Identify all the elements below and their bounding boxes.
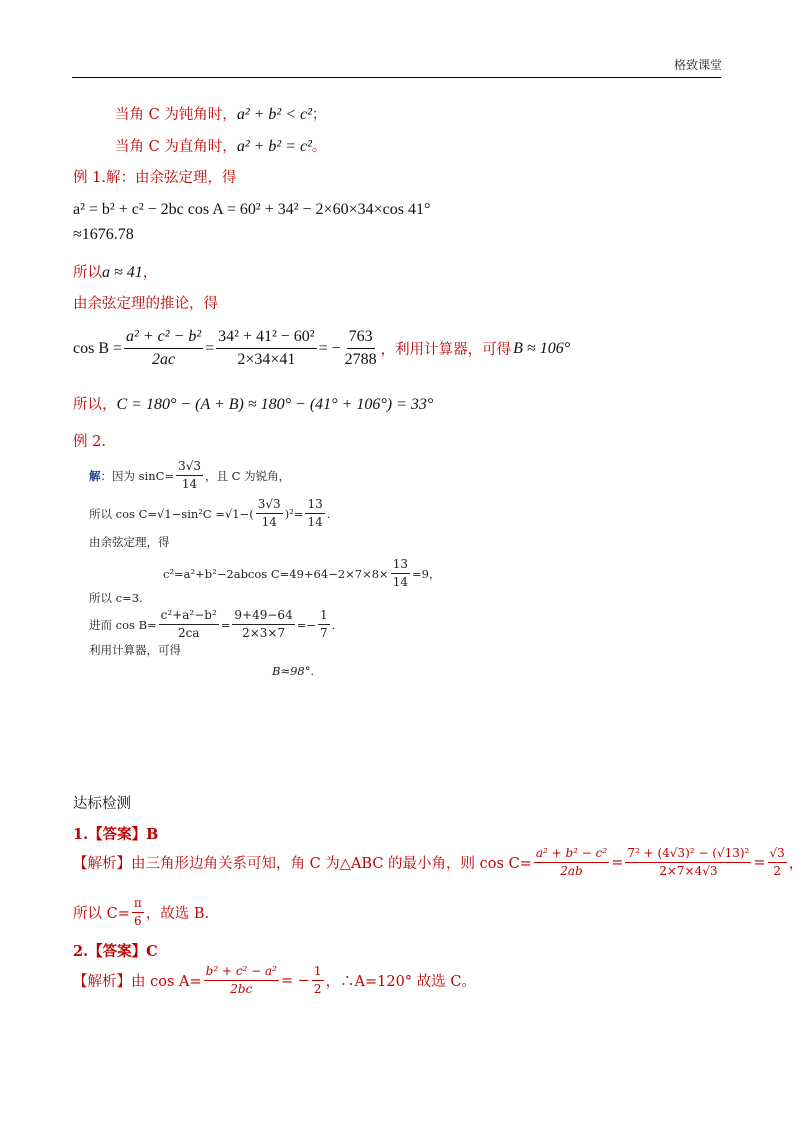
ex2-l4-frac-den: 14 <box>392 575 408 589</box>
intro-obtuse-line <box>115 103 326 124</box>
ex2-l6-eq2: =− <box>296 617 316 632</box>
ex2-l2-end: . <box>326 506 331 521</box>
ex1-title: 例 1.解：由余弦定理，得 <box>73 170 237 186</box>
ex2-line-5: 所以 c=3. <box>89 591 143 605</box>
check-a1-so-frac <box>132 896 144 929</box>
check-a2-eq: = − <box>281 972 310 989</box>
ex1-so-prefix: 所以 <box>73 265 102 281</box>
header-brand: 格致课堂 <box>674 58 723 72</box>
ex1-eq1: a² = b² + c² − 2bc cos A = 60² + 34² − 2×60×34×cos 41° <box>73 201 431 218</box>
ex2-l6-frac-2 <box>232 608 294 641</box>
ex2-l2-frac2-num: 13 <box>305 497 324 514</box>
ex1-so-suffix: ， <box>142 265 158 281</box>
check-a2-frac-2-num: 1 <box>312 964 324 981</box>
ex2-l2-frac2-den: 14 <box>307 515 323 529</box>
check-a1-so-b: ，故选 B. <box>145 906 210 922</box>
check-a1-frac-1 <box>534 846 609 879</box>
check-a1-explanation <box>73 846 803 879</box>
ex2-l2-frac-num: 3√3 <box>256 497 283 514</box>
ex2-l6-a: 进而 cos B= <box>89 617 157 632</box>
ex1-frac-3 <box>343 327 379 370</box>
check-a1-frac-3-num: √3 <box>768 846 787 863</box>
ex2-line-3: 由余弦定理，得 <box>89 535 170 549</box>
ex2-l4-b: =9， <box>411 566 441 581</box>
ex1-frac-3-num: 763 <box>347 327 375 349</box>
ex1-final-math: C = 180° − (A + B) ≈ 180° − (41° + 106°) = 33° <box>116 396 434 413</box>
check-title: 达标检测 <box>73 796 131 812</box>
check-a1-frac-2-den: 2×7×4√3 <box>659 864 718 878</box>
ex2-line-2 <box>89 497 330 530</box>
ex2-l1-frac-num: 3√3 <box>176 459 203 476</box>
ex2-l1-b: ，且 C 为锐角， <box>205 468 291 483</box>
check-a1-frac-2 <box>625 846 751 879</box>
ex2-line-4 <box>163 557 440 590</box>
ex1-corollary: 由余弦定理的推论，得 <box>73 296 218 312</box>
ex1-frac-1-num: a² + c² − b² <box>124 327 203 349</box>
ex1-frac-3-den: 2788 <box>344 351 377 368</box>
ex1-calc-math: B ≈ 106° <box>513 339 571 357</box>
check-a1-exp-a: 【解析】由三角形边角关系可知，角 C 为△ABC 的最小角，则 cos C= <box>73 856 532 872</box>
ex2-l1-a: ：因为 sinC= <box>100 468 175 483</box>
ex2-l6-frac-3 <box>318 608 330 641</box>
ex1-eq-sign-2: = − <box>318 339 341 357</box>
intro-right-prefix: 当角 C 为直角时， <box>115 139 237 155</box>
check-a1-so-frac-den: 6 <box>133 914 142 928</box>
ex2-l4-frac <box>391 557 410 590</box>
ex2-l6-frac-1 <box>159 608 219 641</box>
ex1-cosB-lhs: cos B = <box>73 339 123 357</box>
check-a1-frac-1-den: 2ab <box>560 864 583 878</box>
check-a1-so-line <box>73 896 209 929</box>
header-rule <box>72 77 721 78</box>
intro-right-suffix: 。 <box>311 139 327 155</box>
ex2-l6-frac-1-den: 2ca <box>177 626 200 640</box>
ex1-so-line <box>73 261 157 282</box>
ex1-eq-sign-1: = <box>205 339 215 357</box>
ex2-l6-frac-3-num: 1 <box>318 608 330 625</box>
check-a2-frac-1 <box>204 964 279 997</box>
check-a1-so-a: 所以 C= <box>73 906 130 922</box>
ex2-l6-frac-1-num: c²+a²−b² <box>159 608 219 625</box>
check-a1-end: ， <box>788 856 803 872</box>
ex1-frac-1 <box>124 327 203 370</box>
ex1-final-line <box>73 393 433 414</box>
check-a1-eq2: = <box>753 854 766 871</box>
check-a1-label: 1.【答案】B <box>73 826 159 843</box>
ex2-l2-frac-den: 14 <box>261 515 277 529</box>
intro-right-math: a² + b² = c² <box>236 138 312 155</box>
ex2-l2-frac2 <box>305 497 324 530</box>
ex2-l2-a: 所以 cos C=√1−sin²C = <box>89 506 225 521</box>
ex2-l6-eq: = <box>220 617 231 632</box>
check-a1-so-frac-num: π <box>132 896 144 913</box>
check-a1-frac-1-num: a² + b² − c² <box>534 846 609 863</box>
ex1-cosB-line <box>73 327 570 370</box>
ex2-jie: 解 <box>89 468 101 483</box>
ex1-frac-2-num: 34² + 41² − 60² <box>216 327 316 349</box>
check-a2-frac-1-num: b² + c² − a² <box>204 964 279 981</box>
ex1-so-math: a ≈ 41 <box>102 264 143 281</box>
check-a2-label: 2.【答案】C <box>73 943 158 960</box>
ex2-line-8: B≈98°. <box>272 664 315 678</box>
ex1-eq2: ≈1676.78 <box>73 226 134 243</box>
ex2-l2-frac <box>256 497 283 530</box>
intro-obtuse-prefix: 当角 C 为钝角时， <box>115 107 237 123</box>
ex1-frac-2-den: 2×34×41 <box>237 351 296 368</box>
intro-obtuse-math: a² + b² < c² <box>236 106 312 123</box>
check-a2-explanation <box>73 964 476 997</box>
check-a1-frac-3 <box>768 846 787 879</box>
check-a2-exp-a: 【解析】由 cos A= <box>73 974 202 990</box>
ex1-frac-2 <box>216 327 316 370</box>
ex2-l2-b: √1−( <box>224 506 254 521</box>
ex2-line-6 <box>89 608 335 641</box>
ex1-final-prefix: 所以， <box>73 397 117 413</box>
ex1-calc-text: ，利用计算器，可得 <box>380 342 512 358</box>
check-a2-frac-1-den: 2bc <box>230 982 253 996</box>
check-a1-eq: = <box>611 854 624 871</box>
ex2-l6-end: . <box>331 617 336 632</box>
intro-right-line <box>115 135 326 156</box>
ex2-l6-frac-2-den: 2×3×7 <box>242 626 286 640</box>
ex2-line-1 <box>89 459 290 492</box>
ex2-l6-frac-2-num: 9+49−64 <box>232 608 294 625</box>
ex2-l4-frac-num: 13 <box>391 557 410 574</box>
ex2-l2-c: )² <box>284 506 294 521</box>
ex2-l1-frac <box>176 459 203 492</box>
ex2-title: 例 2. <box>73 434 106 450</box>
ex2-l6-frac-3-den: 7 <box>320 626 328 640</box>
ex1-frac-1-den: 2ac <box>152 351 176 368</box>
check-a2-frac-2 <box>312 964 324 997</box>
ex2-l4-a: c²=a²+b²−2abcos C=49+64−2×7×8× <box>163 566 389 581</box>
check-a1-frac-3-den: 2 <box>773 864 781 878</box>
check-a2-frac-2-den: 2 <box>313 982 322 996</box>
ex2-l2-eq: = <box>293 506 304 521</box>
ex2-l1-frac-den: 14 <box>181 477 198 491</box>
check-a1-frac-2-num: 7² + (4√3)² − (√13)² <box>625 846 751 863</box>
intro-obtuse-suffix: ； <box>311 107 327 123</box>
ex2-line-7: 利用计算器，可得 <box>89 643 181 657</box>
check-a2-end: ，∴A=120° 故选 C。 <box>325 974 476 990</box>
